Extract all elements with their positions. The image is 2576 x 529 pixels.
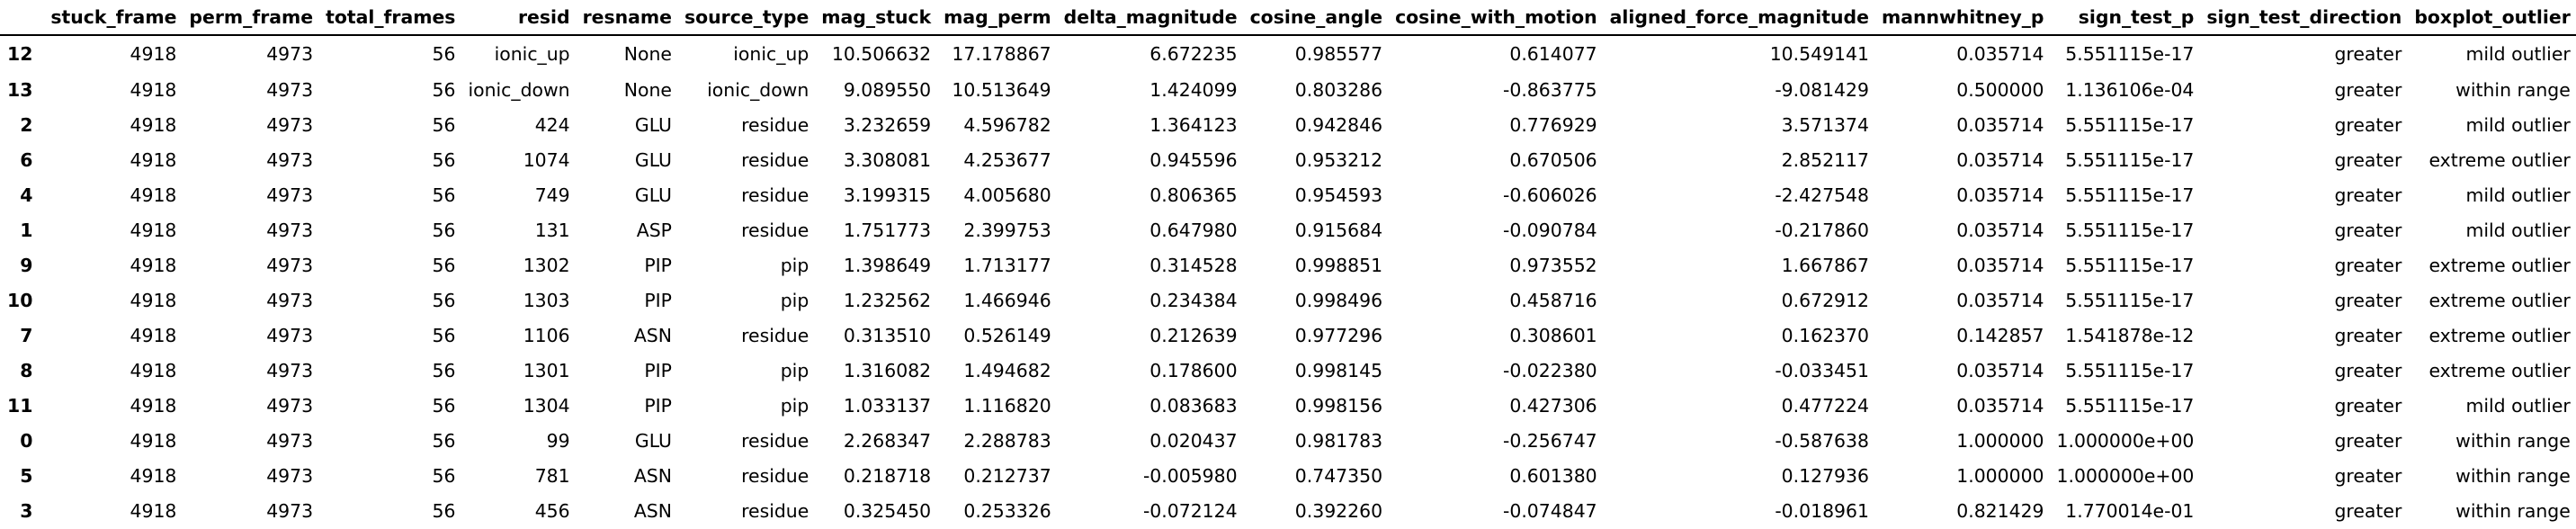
table-cell: 1.541878e-12	[2065, 325, 2195, 347]
table-cell: 0.747350	[1294, 465, 1383, 488]
table-cell: 5.551115e-17	[2065, 114, 2195, 137]
table-cell: 1.000000e+00	[2056, 465, 2195, 488]
column-header: aligned_force_magnitude	[1603, 0, 1874, 35]
row-index: 1	[20, 220, 33, 242]
table-cell: 0.998156	[1294, 395, 1383, 417]
table-cell: 4973	[266, 184, 314, 207]
table-cell: 10.549141	[1769, 43, 1869, 66]
table-cell: ASN	[633, 465, 672, 488]
table-cell: mild outlier	[2465, 114, 2571, 137]
table-cell: 0.212639	[1149, 325, 1238, 347]
table-cell: greater	[2334, 149, 2402, 172]
column-header: resid	[461, 0, 575, 35]
row-index: 10	[7, 290, 33, 312]
table-cell: 0.035714	[1956, 220, 2044, 242]
table-cell: -2.427548	[1775, 184, 1869, 207]
index-header	[0, 0, 43, 35]
table-cell: 56	[432, 325, 456, 347]
column-header: stuck_frame	[43, 0, 182, 35]
table-cell: 56	[432, 395, 456, 417]
header-row	[0, 0, 2576, 35]
table-cell: 4918	[130, 255, 177, 277]
column-header: source_type	[677, 0, 814, 35]
table-cell: greater	[2334, 290, 2402, 312]
table-cell: ASN	[633, 500, 672, 523]
table-row	[0, 389, 2576, 424]
row-index: 2	[20, 114, 33, 137]
table-cell: 1.000000	[1956, 430, 2044, 453]
column-header: perm_frame	[182, 0, 318, 35]
table-cell: 0.218718	[843, 465, 932, 488]
table-cell: 781	[534, 465, 570, 488]
table-row	[0, 143, 2576, 178]
table-cell: 0.035714	[1956, 149, 2044, 172]
table-cell: 4918	[130, 149, 177, 172]
table-cell: -9.081429	[1775, 79, 1869, 102]
table-cell: 1.494682	[963, 360, 1051, 382]
table-cell: 0.953212	[1294, 149, 1383, 172]
table-cell: PIP	[644, 290, 672, 312]
table-cell: 56	[432, 79, 456, 102]
row-index: 9	[20, 255, 33, 277]
table-cell: 4973	[266, 395, 314, 417]
row-index: 7	[20, 325, 33, 347]
table-cell: greater	[2334, 114, 2402, 137]
table-cell: 4973	[266, 500, 314, 523]
table-cell: 4973	[266, 114, 314, 137]
table-row	[0, 35, 2576, 73]
table-cell: 3.571374	[1781, 114, 1869, 137]
column-header: delta_magnitude	[1057, 0, 1243, 35]
table-cell: 4.596782	[963, 114, 1051, 137]
table-cell: 0.035714	[1956, 255, 2044, 277]
table-cell: 1.751773	[843, 220, 932, 242]
table-cell: 4918	[130, 220, 177, 242]
column-header: total_frames	[318, 0, 461, 35]
column-header: mag_stuck	[814, 0, 936, 35]
table-cell: within range	[2455, 465, 2571, 488]
table-cell: 5.551115e-17	[2065, 255, 2195, 277]
table-cell: 4973	[266, 325, 314, 347]
table-cell: 4918	[130, 465, 177, 488]
table-cell: 4918	[130, 290, 177, 312]
table-cell: residue	[741, 500, 809, 523]
table-cell: greater	[2334, 395, 2402, 417]
table-cell: 0.035714	[1956, 360, 2044, 382]
table-cell: 1.000000e+00	[2056, 430, 2195, 453]
table-cell: greater	[2334, 184, 2402, 207]
table-row	[0, 178, 2576, 213]
table-cell: 2.852117	[1781, 149, 1869, 172]
table-cell: extreme outlier	[2428, 149, 2571, 172]
table-cell: 1.424099	[1149, 79, 1238, 102]
table-cell: -0.033451	[1775, 360, 1869, 382]
table-cell: 0.142857	[1956, 325, 2044, 347]
table-cell: 0.977296	[1294, 325, 1383, 347]
table-cell: GLU	[634, 114, 672, 137]
table-cell: 0.035714	[1956, 114, 2044, 137]
table-cell: 0.803286	[1294, 79, 1383, 102]
table-cell: GLU	[634, 184, 672, 207]
table-cell: 131	[534, 220, 570, 242]
table-cell: 0.313510	[843, 325, 932, 347]
table-cell: 0.998496	[1294, 290, 1383, 312]
table-cell: 4973	[266, 255, 314, 277]
table-cell: 1.316082	[843, 360, 932, 382]
table-cell: 1.770014e-01	[2065, 500, 2195, 523]
table-cell: within range	[2455, 500, 2571, 523]
table-cell: 1.398649	[843, 255, 932, 277]
table-cell: 0.020437	[1149, 430, 1238, 453]
table-cell: greater	[2334, 220, 2402, 242]
row-index: 3	[20, 500, 33, 523]
table-cell: 0.647980	[1149, 220, 1238, 242]
table-cell: 56	[432, 184, 456, 207]
table-cell: ionic_up	[733, 43, 809, 66]
column-header: mag_perm	[936, 0, 1057, 35]
table-cell: mild outlier	[2465, 220, 2571, 242]
table-cell: 10.513649	[952, 79, 1051, 102]
table-cell: 0.526149	[963, 325, 1051, 347]
table-cell: 5.551115e-17	[2065, 149, 2195, 172]
table-cell: 4973	[266, 465, 314, 488]
table-cell: residue	[741, 149, 809, 172]
table-cell: 1.136106e-04	[2065, 79, 2195, 102]
table-cell: 56	[432, 465, 456, 488]
table-cell: 5.551115e-17	[2065, 184, 2195, 207]
table-cell: 0.035714	[1956, 290, 2044, 312]
table-cell: 56	[432, 430, 456, 453]
table-cell: 1.000000	[1956, 465, 2044, 488]
table-row	[0, 213, 2576, 248]
table-cell: 0.427306	[1509, 395, 1597, 417]
table-cell: greater	[2334, 79, 2402, 102]
table-cell: 4918	[130, 79, 177, 102]
table-cell: 0.314528	[1149, 255, 1238, 277]
table-cell: 0.035714	[1956, 184, 2044, 207]
table-cell: 0.973552	[1509, 255, 1597, 277]
table-cell: greater	[2334, 360, 2402, 382]
table-cell: 1.116820	[963, 395, 1051, 417]
table-cell: within range	[2455, 79, 2571, 102]
table-cell: 1301	[523, 360, 570, 382]
table-cell: 4918	[130, 114, 177, 137]
table-row	[0, 354, 2576, 389]
table-cell: 0.601380	[1509, 465, 1597, 488]
column-header: mannwhitney_p	[1874, 0, 2050, 35]
table-cell: -0.090784	[1502, 220, 1597, 242]
table-cell: greater	[2334, 43, 2402, 66]
table-cell: 9.089550	[843, 79, 932, 102]
column-header: sign_test_p	[2050, 0, 2200, 35]
table-cell: 0.776929	[1509, 114, 1597, 137]
table-cell: 56	[432, 255, 456, 277]
table-cell: residue	[741, 220, 809, 242]
row-index: 11	[7, 395, 33, 417]
table-cell: PIP	[644, 360, 672, 382]
table-cell: 5.551115e-17	[2065, 220, 2195, 242]
row-index: 12	[7, 43, 33, 66]
table-cell: residue	[741, 430, 809, 453]
table-cell: 0.127936	[1781, 465, 1869, 488]
table-cell: -0.587638	[1775, 430, 1869, 453]
table-cell: 4918	[130, 395, 177, 417]
table-cell: 56	[432, 114, 456, 137]
table-cell: 10.506632	[831, 43, 932, 66]
table-cell: greater	[2334, 465, 2402, 488]
table-cell: 4973	[266, 360, 314, 382]
table-cell: 0.500000	[1956, 79, 2044, 102]
table-cell: greater	[2334, 500, 2402, 523]
table-cell: 4973	[266, 290, 314, 312]
table-cell: 1304	[523, 395, 570, 417]
table-cell: 4.005680	[963, 184, 1051, 207]
table-cell: 1.033137	[843, 395, 932, 417]
table-cell: extreme outlier	[2428, 255, 2571, 277]
table-cell: 0.083683	[1149, 395, 1238, 417]
table-cell: GLU	[634, 430, 672, 453]
table-cell: 0.308601	[1509, 325, 1597, 347]
table-cell: 424	[534, 114, 570, 137]
table-cell: 0.985577	[1294, 43, 1383, 66]
table-cell: None	[623, 79, 672, 102]
table-cell: 4973	[266, 43, 314, 66]
table-cell: residue	[741, 325, 809, 347]
table-cell: 0.942846	[1294, 114, 1383, 137]
table-cell: 4918	[130, 43, 177, 66]
table-body	[0, 35, 2576, 529]
table-cell: within range	[2455, 430, 2571, 453]
table-cell: 3.308081	[843, 149, 932, 172]
table-cell: extreme outlier	[2428, 290, 2571, 312]
table-cell: 0.035714	[1956, 43, 2044, 66]
table-cell: 4973	[266, 79, 314, 102]
row-index: 13	[7, 79, 33, 102]
table-cell: residue	[741, 114, 809, 137]
table-row	[0, 459, 2576, 494]
table-cell: 1.713177	[963, 255, 1051, 277]
table-cell: ionic_up	[494, 43, 570, 66]
table-cell: mild outlier	[2465, 395, 2571, 417]
table-cell: 0.821429	[1956, 500, 2044, 523]
table-cell: 4918	[130, 430, 177, 453]
table-cell: 0.212737	[963, 465, 1051, 488]
table-cell: 0.325450	[843, 500, 932, 523]
table-cell: 0.670506	[1509, 149, 1597, 172]
table-cell: extreme outlier	[2428, 360, 2571, 382]
table-cell: 0.458716	[1509, 290, 1597, 312]
table-cell: extreme outlier	[2428, 325, 2571, 347]
table-cell: pip	[780, 395, 809, 417]
table-cell: 0.035714	[1956, 395, 2044, 417]
table-cell: mild outlier	[2465, 184, 2571, 207]
column-header: resname	[576, 0, 677, 35]
table-cell: 99	[546, 430, 570, 453]
table-cell: 56	[432, 500, 456, 523]
table-cell: greater	[2334, 255, 2402, 277]
table-cell: 0.998145	[1294, 360, 1383, 382]
table-row	[0, 494, 2576, 529]
table-cell: greater	[2334, 325, 2402, 347]
table-cell: pip	[780, 360, 809, 382]
table-cell: 4918	[130, 500, 177, 523]
column-header: cosine_angle	[1243, 0, 1388, 35]
table-row	[0, 248, 2576, 283]
table-cell: 0.806365	[1149, 184, 1238, 207]
table-cell: 0.981783	[1294, 430, 1383, 453]
table-cell: 3.199315	[843, 184, 932, 207]
table-cell: 4918	[130, 325, 177, 347]
column-header: sign_test_direction	[2199, 0, 2407, 35]
table-cell: -0.022380	[1502, 360, 1597, 382]
table-cell: 56	[432, 43, 456, 66]
table-cell: 4918	[130, 184, 177, 207]
table-cell: 56	[432, 290, 456, 312]
table-cell: greater	[2334, 430, 2402, 453]
table-cell: 0.915684	[1294, 220, 1383, 242]
table-cell: PIP	[644, 395, 672, 417]
table-row	[0, 73, 2576, 108]
table-cell: 1.667867	[1781, 255, 1869, 277]
row-index: 6	[20, 149, 33, 172]
table-cell: -0.217860	[1775, 220, 1869, 242]
table-header	[0, 0, 2576, 35]
table-cell: 749	[534, 184, 570, 207]
table-cell: ASN	[633, 325, 672, 347]
table-cell: 0.998851	[1294, 255, 1383, 277]
table-cell: 5.551115e-17	[2065, 290, 2195, 312]
table-cell: 1303	[523, 290, 570, 312]
table-cell: 4973	[266, 149, 314, 172]
table-cell: 6.672235	[1149, 43, 1238, 66]
table-cell: 4918	[130, 360, 177, 382]
table-cell: 1.364123	[1149, 114, 1238, 137]
table-cell: 17.178867	[952, 43, 1051, 66]
table-row	[0, 283, 2576, 318]
table-cell: 5.551115e-17	[2065, 360, 2195, 382]
table-cell: 0.234384	[1149, 290, 1238, 312]
table-cell: ASP	[636, 220, 672, 242]
table-row	[0, 424, 2576, 459]
table-cell: 4973	[266, 430, 314, 453]
table-cell: 456	[534, 500, 570, 523]
table-cell: 5.551115e-17	[2065, 395, 2195, 417]
table-cell: 4.253677	[963, 149, 1051, 172]
table-cell: 2.288783	[963, 430, 1051, 453]
table-cell: 0.945596	[1149, 149, 1238, 172]
table-cell: 56	[432, 220, 456, 242]
table-cell: residue	[741, 465, 809, 488]
row-index: 4	[20, 184, 33, 207]
table-cell: 1074	[523, 149, 570, 172]
row-index: 8	[20, 360, 33, 382]
table-cell: 56	[432, 149, 456, 172]
table-cell: -0.863775	[1502, 79, 1597, 102]
table-row	[0, 318, 2576, 354]
column-header: cosine_with_motion	[1388, 0, 1603, 35]
table-cell: None	[623, 43, 672, 66]
table-cell: 0.253326	[963, 500, 1051, 523]
table-cell: GLU	[634, 149, 672, 172]
table-cell: ionic_down	[468, 79, 570, 102]
table-cell: 1.232562	[843, 290, 932, 312]
table-cell: residue	[741, 184, 809, 207]
table-cell: mild outlier	[2465, 43, 2571, 66]
row-index: 5	[20, 465, 33, 488]
table-cell: 3.232659	[843, 114, 932, 137]
table-cell: 56	[432, 360, 456, 382]
table-cell: -0.256747	[1502, 430, 1597, 453]
table-cell: pip	[780, 290, 809, 312]
table-cell: 5.551115e-17	[2065, 43, 2195, 66]
table-cell: pip	[780, 255, 809, 277]
table-cell: PIP	[644, 255, 672, 277]
table-cell: 0.162370	[1781, 325, 1869, 347]
table-cell: 4973	[266, 220, 314, 242]
table-cell: -0.005980	[1142, 465, 1238, 488]
table-cell: 0.954593	[1294, 184, 1383, 207]
table-cell: -0.018961	[1775, 500, 1869, 523]
table-cell: -0.606026	[1502, 184, 1597, 207]
table-cell: 1.466946	[963, 290, 1051, 312]
column-header: boxplot_outlier	[2407, 0, 2575, 35]
table-cell: -0.074847	[1502, 500, 1597, 523]
table-cell: 0.477224	[1781, 395, 1869, 417]
table-cell: 2.399753	[963, 220, 1051, 242]
table-cell: 0.672912	[1781, 290, 1869, 312]
table-row	[0, 108, 2576, 143]
row-index: 0	[20, 430, 33, 453]
table-cell: 0.178600	[1149, 360, 1238, 382]
table-cell: ionic_down	[707, 79, 809, 102]
table-cell: 1302	[523, 255, 570, 277]
table-cell: 2.268347	[843, 430, 932, 453]
table-cell: 0.392260	[1294, 500, 1383, 523]
table-cell: 0.614077	[1509, 43, 1597, 66]
table-cell: -0.072124	[1142, 500, 1238, 523]
table-cell: 1106	[523, 325, 570, 347]
